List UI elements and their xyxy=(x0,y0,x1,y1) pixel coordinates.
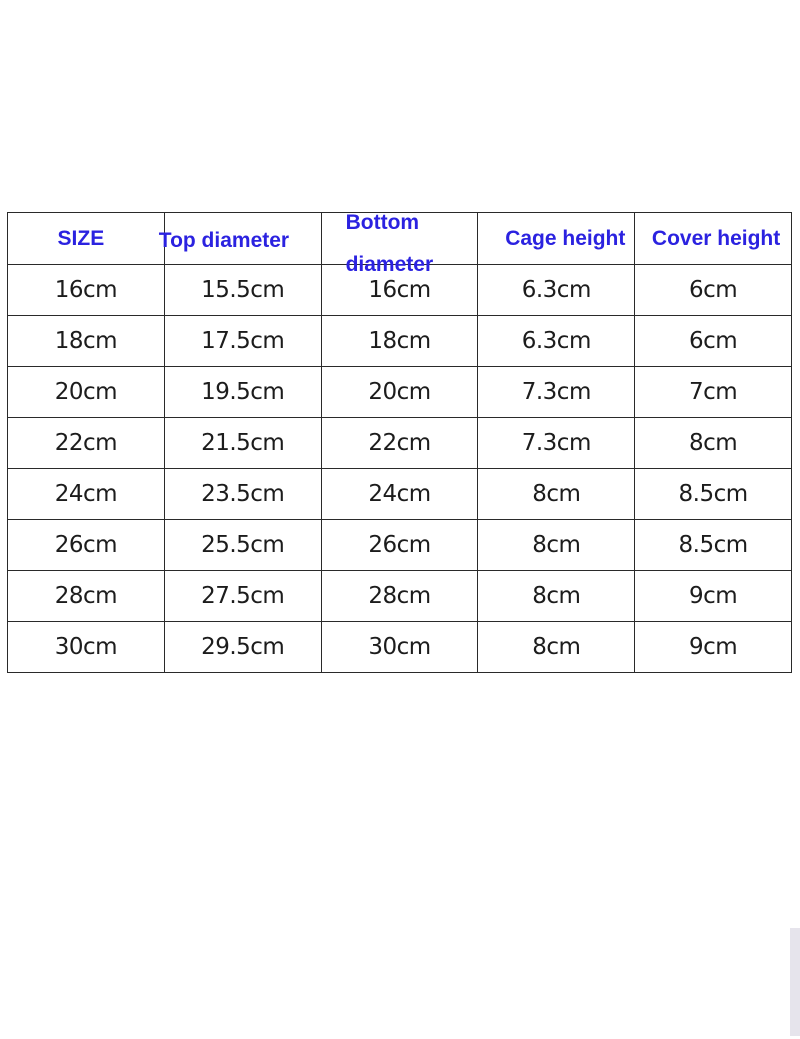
cell-bottom-diameter: 16cm xyxy=(321,265,478,316)
cell-cover-height: 8.5cm xyxy=(635,520,792,571)
cell-size: 18cm xyxy=(8,316,165,367)
cell-cover-height: 7cm xyxy=(635,367,792,418)
cell-bottom-diameter: 20cm xyxy=(321,367,478,418)
cell-bottom-diameter: 28cm xyxy=(321,571,478,622)
header-cover-height xyxy=(635,213,792,265)
cell-cover-height: 9cm xyxy=(635,571,792,622)
header-cage-height-label: Cage height xyxy=(505,226,626,250)
cell-top-diameter: 27.5cm xyxy=(164,571,321,622)
cell-cover-height: 6cm xyxy=(635,316,792,367)
cell-cage-height: 7.3cm xyxy=(478,418,635,469)
cell-bottom-diameter: 24cm xyxy=(321,469,478,520)
header-cover-height-label: Cover height xyxy=(651,226,781,250)
size-chart-table xyxy=(7,212,792,673)
header-bottom-diameter-line2: diameter xyxy=(345,253,434,276)
cell-cover-height: 6cm xyxy=(635,265,792,316)
header-row xyxy=(8,213,792,265)
cell-cage-height: 8cm xyxy=(478,622,635,673)
header-size xyxy=(8,213,165,265)
header-size-label: SIZE xyxy=(57,226,105,250)
edge-scroll-strip xyxy=(790,928,800,1036)
header-bottom-diameter xyxy=(321,211,478,276)
cell-cage-height: 7.3cm xyxy=(478,367,635,418)
cell-top-diameter: 25.5cm xyxy=(164,520,321,571)
table-body xyxy=(8,265,792,673)
cell-top-diameter: 21.5cm xyxy=(164,418,321,469)
cell-size: 16cm xyxy=(8,265,165,316)
cell-size: 20cm xyxy=(8,367,165,418)
cell-cover-height: 8.5cm xyxy=(635,469,792,520)
cell-cover-height: 9cm xyxy=(635,622,792,673)
cell-top-diameter: 15.5cm xyxy=(164,265,321,316)
header-bottom-diameter-line1: Bottom xyxy=(345,211,420,234)
cell-bottom-diameter: 22cm xyxy=(321,418,478,469)
cell-cage-height: 8cm xyxy=(478,520,635,571)
header-top-diameter-label: Top diameter xyxy=(158,228,290,252)
table-row xyxy=(8,469,792,520)
cell-cover-height: 8cm xyxy=(635,418,792,469)
cell-size: 26cm xyxy=(8,520,165,571)
cell-cage-height: 8cm xyxy=(478,571,635,622)
cell-bottom-diameter: 26cm xyxy=(321,520,478,571)
table-row xyxy=(8,418,792,469)
table-row xyxy=(8,520,792,571)
table-row xyxy=(8,622,792,673)
cell-size: 24cm xyxy=(8,469,165,520)
cell-bottom-diameter: 30cm xyxy=(321,622,478,673)
cell-size: 22cm xyxy=(8,418,165,469)
cell-cage-height: 6.3cm xyxy=(478,265,635,316)
header-top-diameter xyxy=(158,213,321,265)
cell-bottom-diameter: 18cm xyxy=(321,316,478,367)
table-row xyxy=(8,367,792,418)
table-row xyxy=(8,316,792,367)
cell-top-diameter: 23.5cm xyxy=(164,469,321,520)
cell-cage-height: 8cm xyxy=(478,469,635,520)
cell-top-diameter: 19.5cm xyxy=(164,367,321,418)
table-row xyxy=(8,571,792,622)
header-cage-height xyxy=(478,213,635,265)
cell-top-diameter: 29.5cm xyxy=(164,622,321,673)
cell-size: 30cm xyxy=(8,622,165,673)
cell-size: 28cm xyxy=(8,571,165,622)
cell-top-diameter: 17.5cm xyxy=(164,316,321,367)
cell-cage-height: 6.3cm xyxy=(478,316,635,367)
